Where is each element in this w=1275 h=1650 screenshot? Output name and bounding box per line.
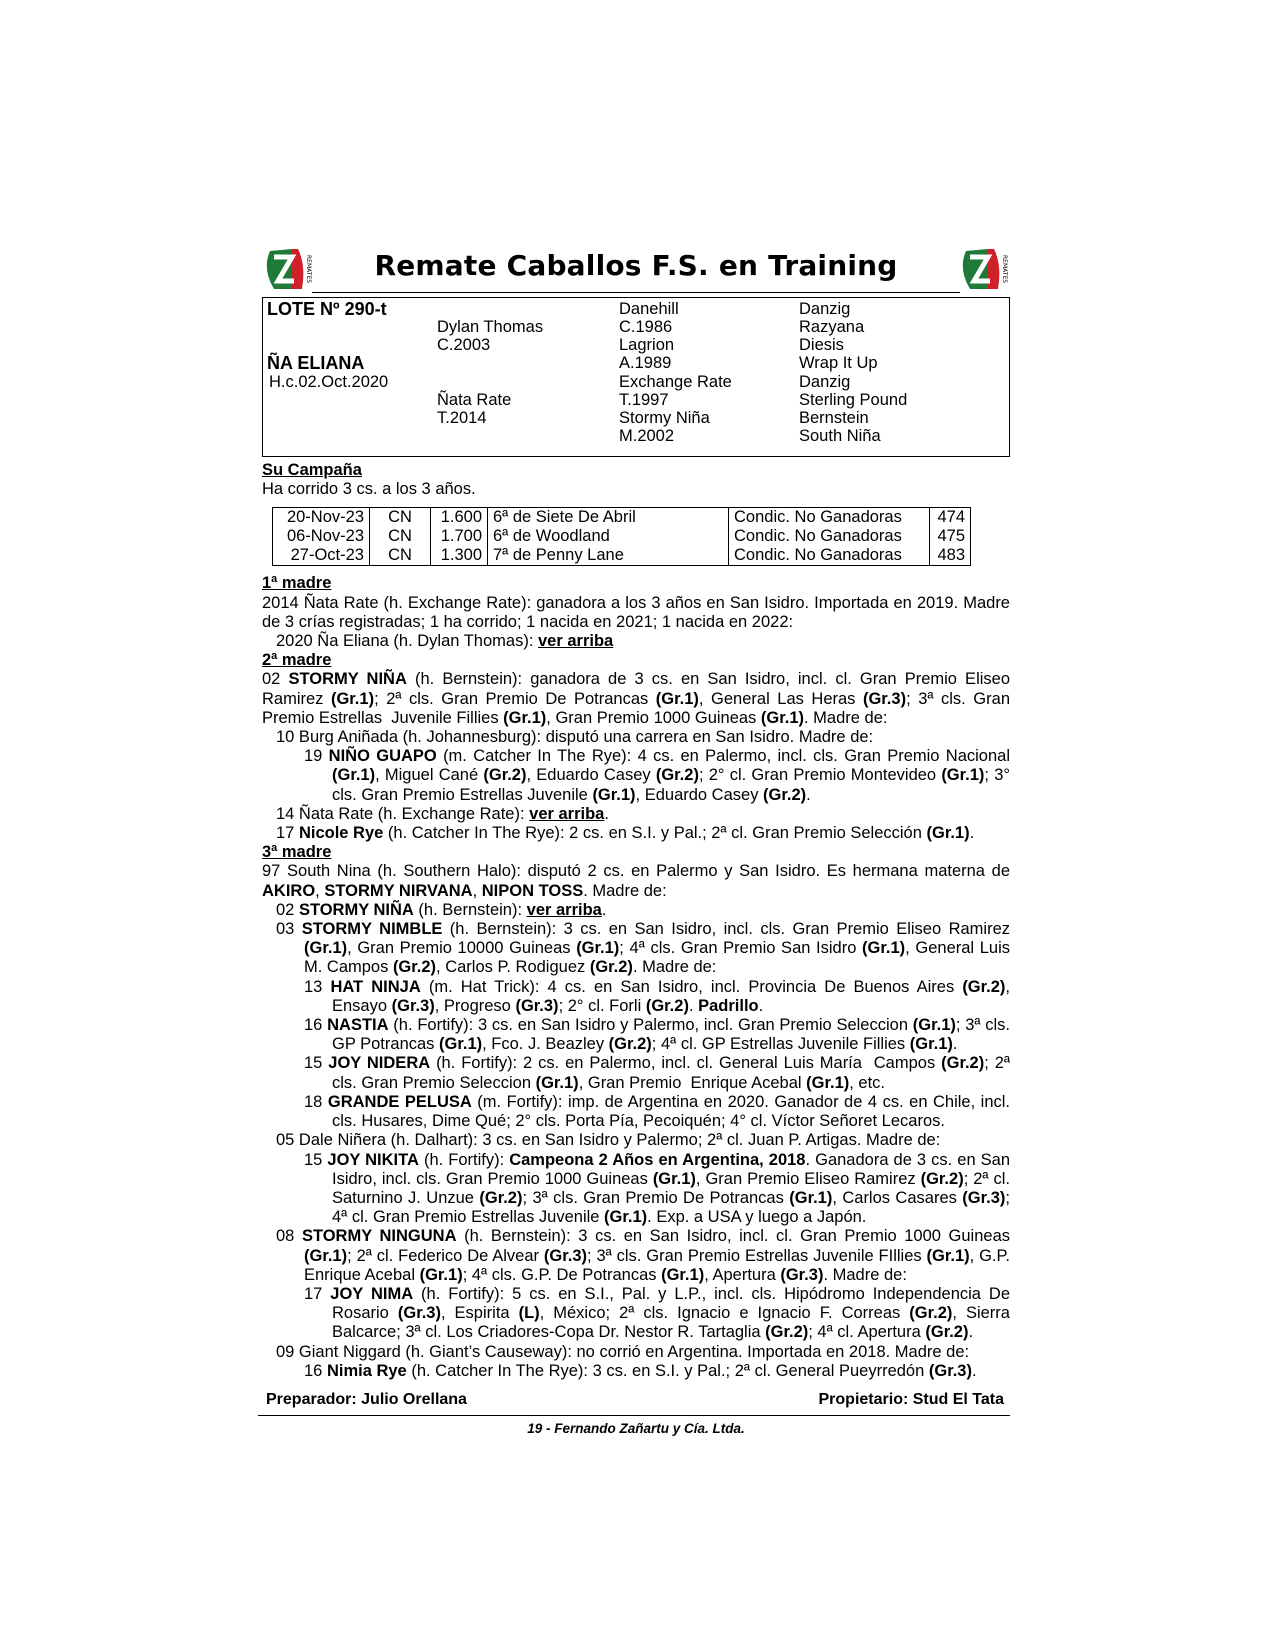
horse-name: ÑA ELIANA xyxy=(267,353,365,373)
produce-entry: 15 JOY NIDERA (h. Fortify): 2 cs. en Palermo, incl. cl. General Luis María Campos (Gr.2); 2ª cls. Gran Premio Seleccion (Gr.1), Gran Premio Enrique Acebal (Gr.1), etc. xyxy=(304,1054,1011,1092)
race-num: 475 xyxy=(930,527,971,546)
lot-number: LOTE Nº 290-t xyxy=(267,299,387,319)
gen3-entry: South Niña xyxy=(799,427,881,445)
produce-entry: 10 Burg Aniñada (h. Johannesburg): disputó una carrera en San Isidro. Madre de: xyxy=(276,728,874,747)
race-track: CN xyxy=(370,527,431,546)
third-dam-heading: 3ª madre xyxy=(262,843,332,862)
race-dist: 1.300 xyxy=(431,546,488,566)
third-dam-text: 97 South Nina (h. Southern Halo): disputó 2 cs. en Palermo y San Isidro. Es hermana materna de AKIRO, STORMY NIRVANA, NIPON TOSS. Madre de: xyxy=(262,862,1010,900)
header-rule xyxy=(312,292,960,293)
produce-entry: 03 STORMY NIMBLE (h. Bernstein): 3 cs. en San Isidro, incl. cls. Gran Premio Eliseo Ramirez (Gr.1), Gran Premio 10000 Guineas (Gr.1); 4ª cls. Gran Premio San Isidro (Gr.1), General Luis M. Campos (Gr.2), Carlos P. Rodiguez (Gr.2). Madre de: xyxy=(276,920,1010,977)
race-result: 6ª de Siete De Abril xyxy=(488,508,729,528)
gen2-entry: A.1989 xyxy=(619,354,672,372)
campaign-heading: Su Campaña xyxy=(262,461,362,479)
produce-entry: 17 JOY NIMA (h. Fortify): 5 cs. en S.I., Pal. y L.P., incl. cls. Hipódromo Independencia De Rosario (Gr.3), Espirita (L), México; 2ª cls. Ignacio e Ignacio F. Correas (Gr.2), Sierra Balcarce; 3ª cl. Los Criadores-Copa Dr. Nestor R. Tartaglia (Gr.2); 4ª cl. Apertura (Gr.2). xyxy=(304,1284,1011,1342)
first-dam-text: 2014 Ñata Rate (h. Exchange Rate): ganadora a los 3 años en San Isidro. Importada en 2019. Madre de 3 crías registradas; 1 ha corrido; 1 nacida en 2021; 1 nacida en 2022: xyxy=(262,593,1010,631)
race-result: 6ª de Woodland xyxy=(488,527,729,546)
race-date: 06-Nov-23 xyxy=(273,527,370,546)
produce-entry: 19 NIÑO GUAPO (m. Catcher In The Rye): 4 cs. en Palermo, incl. cls. Gran Premio Nacional (Gr.1), Miguel Cané (Gr.2), Eduardo Casey (Gr.2); 2° cl. Gran Premio Montevideo (Gr.1); 3° cls. Gran Premio Estrellas Juvenile (Gr.1), Eduardo Casey (Gr.2). xyxy=(304,747,1010,804)
gen3-entry: Wrap It Up xyxy=(799,354,878,372)
gen2-entry: Exchange Rate xyxy=(619,373,732,391)
dam-year: T.2014 xyxy=(437,409,487,427)
race-row xyxy=(273,546,971,566)
second-dam-text: 02 STORMY NIÑA (h. Bernstein): ganadora de 3 cs. en San Isidro, incl. cl. Gran Premio Eliseo Ramirez (Gr.1); 2ª cls. Gran Premio De Potrancas (Gr.1), General Las Heras (Gr.3); 3ª cls. Gran Premio Estrellas Juvenile Fillies (Gr.1), Gran Premio 1000 Guineas (Gr.1). Madre de: xyxy=(262,670,1011,727)
owner-label: Propietario: Stud El Tata xyxy=(818,1390,1004,1408)
page-title: Remate Caballos F.S. en Training xyxy=(374,249,898,282)
race-track: CN xyxy=(370,508,431,528)
sire-name: Dylan Thomas xyxy=(437,318,544,336)
gen2-entry: C.1986 xyxy=(619,318,673,336)
gen3-entry: Danzig xyxy=(799,373,851,391)
produce-entry: 05 Dale Niñera (h. Dalhart): 3 cs. en San Isidro y Palermo; 2ª cl. Juan P. Artigas. Madre de: xyxy=(276,1131,941,1150)
produce-entry: 02 STORMY NIÑA (h. Bernstein): ver arriba. xyxy=(276,900,607,919)
race-date: 27-Oct-23 xyxy=(273,546,370,566)
campaign-summary: Ha corrido 3 cs. a los 3 años. xyxy=(262,480,476,499)
produce-entry: 15 JOY NIKITA (h. Fortify): Campeona 2 Años en Argentina, 2018. Ganadora de 3 cs. en San Isidro, incl. cls. Gran Premio 1000 Guineas (Gr.1), Gran Premio Eliseo Ramirez (Gr.2); 2ª cl. Saturnino J. Unzue (Gr.2); 3ª cls. Gran Premio De Potrancas (Gr.1), Carlos Casares (Gr.3); 4ª cl. Gran Premio Estrellas Juvenile (Gr.1). Exp. a USA y luego a Japón. xyxy=(304,1150,1011,1227)
race-num: 483 xyxy=(930,546,971,566)
gen2-entry: Stormy Niña xyxy=(619,409,710,427)
gen2-entry: Danehill xyxy=(619,300,679,318)
produce-entry: 16 Nimia Rye (h. Catcher In The Rye): 3 cs. en S.I. y Pal.; 2ª cl. General Pueyrredón (Gr.3). xyxy=(304,1361,977,1380)
race-cond: Condic. No Ganadoras xyxy=(729,546,930,566)
produce-entry: 18 GRANDE PELUSA (m. Fortify): imp. de Argentina en 2020. Ganador de 4 cs. en Chile, incl. cls. Husares, Dime Qué; 2° cls. Porta Pía, Pecoiquén; 4° cl. Víctor Señoret Lecaros. xyxy=(304,1092,1011,1131)
race-table xyxy=(272,507,971,566)
race-track: CN xyxy=(370,546,431,566)
race-cond: Condic. No Ganadoras xyxy=(729,508,930,528)
gen2-entry: T.1997 xyxy=(619,391,669,409)
sire-year: C.2003 xyxy=(437,336,491,354)
gen2-entry: M.2002 xyxy=(619,427,675,445)
footer-credits xyxy=(262,1391,1010,1413)
race-num: 474 xyxy=(930,508,971,528)
race-row xyxy=(273,527,971,546)
gen3-entry: Diesis xyxy=(799,336,844,354)
horse-birth: H.c.02.Oct.2020 xyxy=(269,373,389,391)
catalog-page xyxy=(262,245,1010,1436)
pedigree-box xyxy=(262,297,1010,457)
gen2-entry: Lagrion xyxy=(619,336,675,354)
produce-entry: 16 NASTIA (h. Fortify): 3 cs. en San Isidro y Palermo, incl. Gran Premio Seleccion (Gr.1); 3ª cls. GP Potrancas (Gr.1), Fco. J. Beazley (Gr.2); 4ª cl. GP Estrellas Juvenile Fillies (Gr.1). xyxy=(304,1016,1011,1054)
produce-entry: 09 Giant Niggard (h. Giant’s Causeway): no corrió en Argentina. Importada en 2018. Madre de: xyxy=(276,1342,970,1361)
produce-entry: 17 Nicole Rye (h. Catcher In The Rye): 2 cs. en S.I. y Pal.; 2ª cl. Gran Premio Selección (Gr.1). xyxy=(276,824,975,843)
race-date: 20-Nov-23 xyxy=(273,508,370,528)
campaign-section xyxy=(262,461,1010,499)
produce-entry: 2020 Ña Eliana (h. Dylan Thomas): ver arriba xyxy=(276,632,614,651)
first-dam-heading: 1ª madre xyxy=(262,574,332,593)
gen3-entry: Sterling Pound xyxy=(799,391,908,409)
svg-text:REMATES: REMATES xyxy=(1001,255,1008,284)
dam-name: Ñata Rate xyxy=(437,391,512,409)
footer-rule xyxy=(258,1415,1010,1416)
race-row xyxy=(273,508,971,528)
race-dist: 1.600 xyxy=(431,508,488,528)
svg-text:REMATES: REMATES xyxy=(305,255,312,284)
produce-entry: 13 HAT NINJA (m. Hat Trick): 4 cs. en San Isidro, incl. Provincia De Buenos Aires (Gr.2), Ensayo (Gr.3), Progreso (Gr.3); 2° cl. Forli (Gr.2). Padrillo. xyxy=(304,977,1011,1015)
produce-entry: 08 STORMY NINGUNA (h. Bernstein): 3 cs. en San Isidro, incl. cl. Gran Premio 1000 Guineas (Gr.1); 2ª cl. Federico De Alvear (Gr.3); 3ª cls. Gran Premio Estrellas Juvenile FIllies (Gr.1), G.P. Enrique Acebal (Gr.1); 4ª cls. G.P. De Potrancas (Gr.1), Apertura (Gr.3). Madre de: xyxy=(276,1227,1010,1284)
remates-logo-right xyxy=(958,245,1010,293)
second-dam-heading: 2ª madre xyxy=(262,651,332,670)
produce-entry: 14 Ñata Rate (h. Exchange Rate): ver arriba. xyxy=(276,804,609,823)
trainer-label: Preparador: Julio Orellana xyxy=(266,1390,467,1408)
page-footer: 19 - Fernando Zañartu y Cía. Ltda. xyxy=(527,1420,745,1436)
race-dist: 1.700 xyxy=(431,527,488,546)
gen3-entry: Razyana xyxy=(799,318,865,336)
page-header xyxy=(262,245,1010,297)
race-result: 7ª de Penny Lane xyxy=(488,546,729,566)
produce-record xyxy=(262,574,1010,1381)
gen3-entry: Danzig xyxy=(799,300,851,318)
gen3-entry: Bernstein xyxy=(799,409,869,427)
race-cond: Condic. No Ganadoras xyxy=(729,527,930,546)
